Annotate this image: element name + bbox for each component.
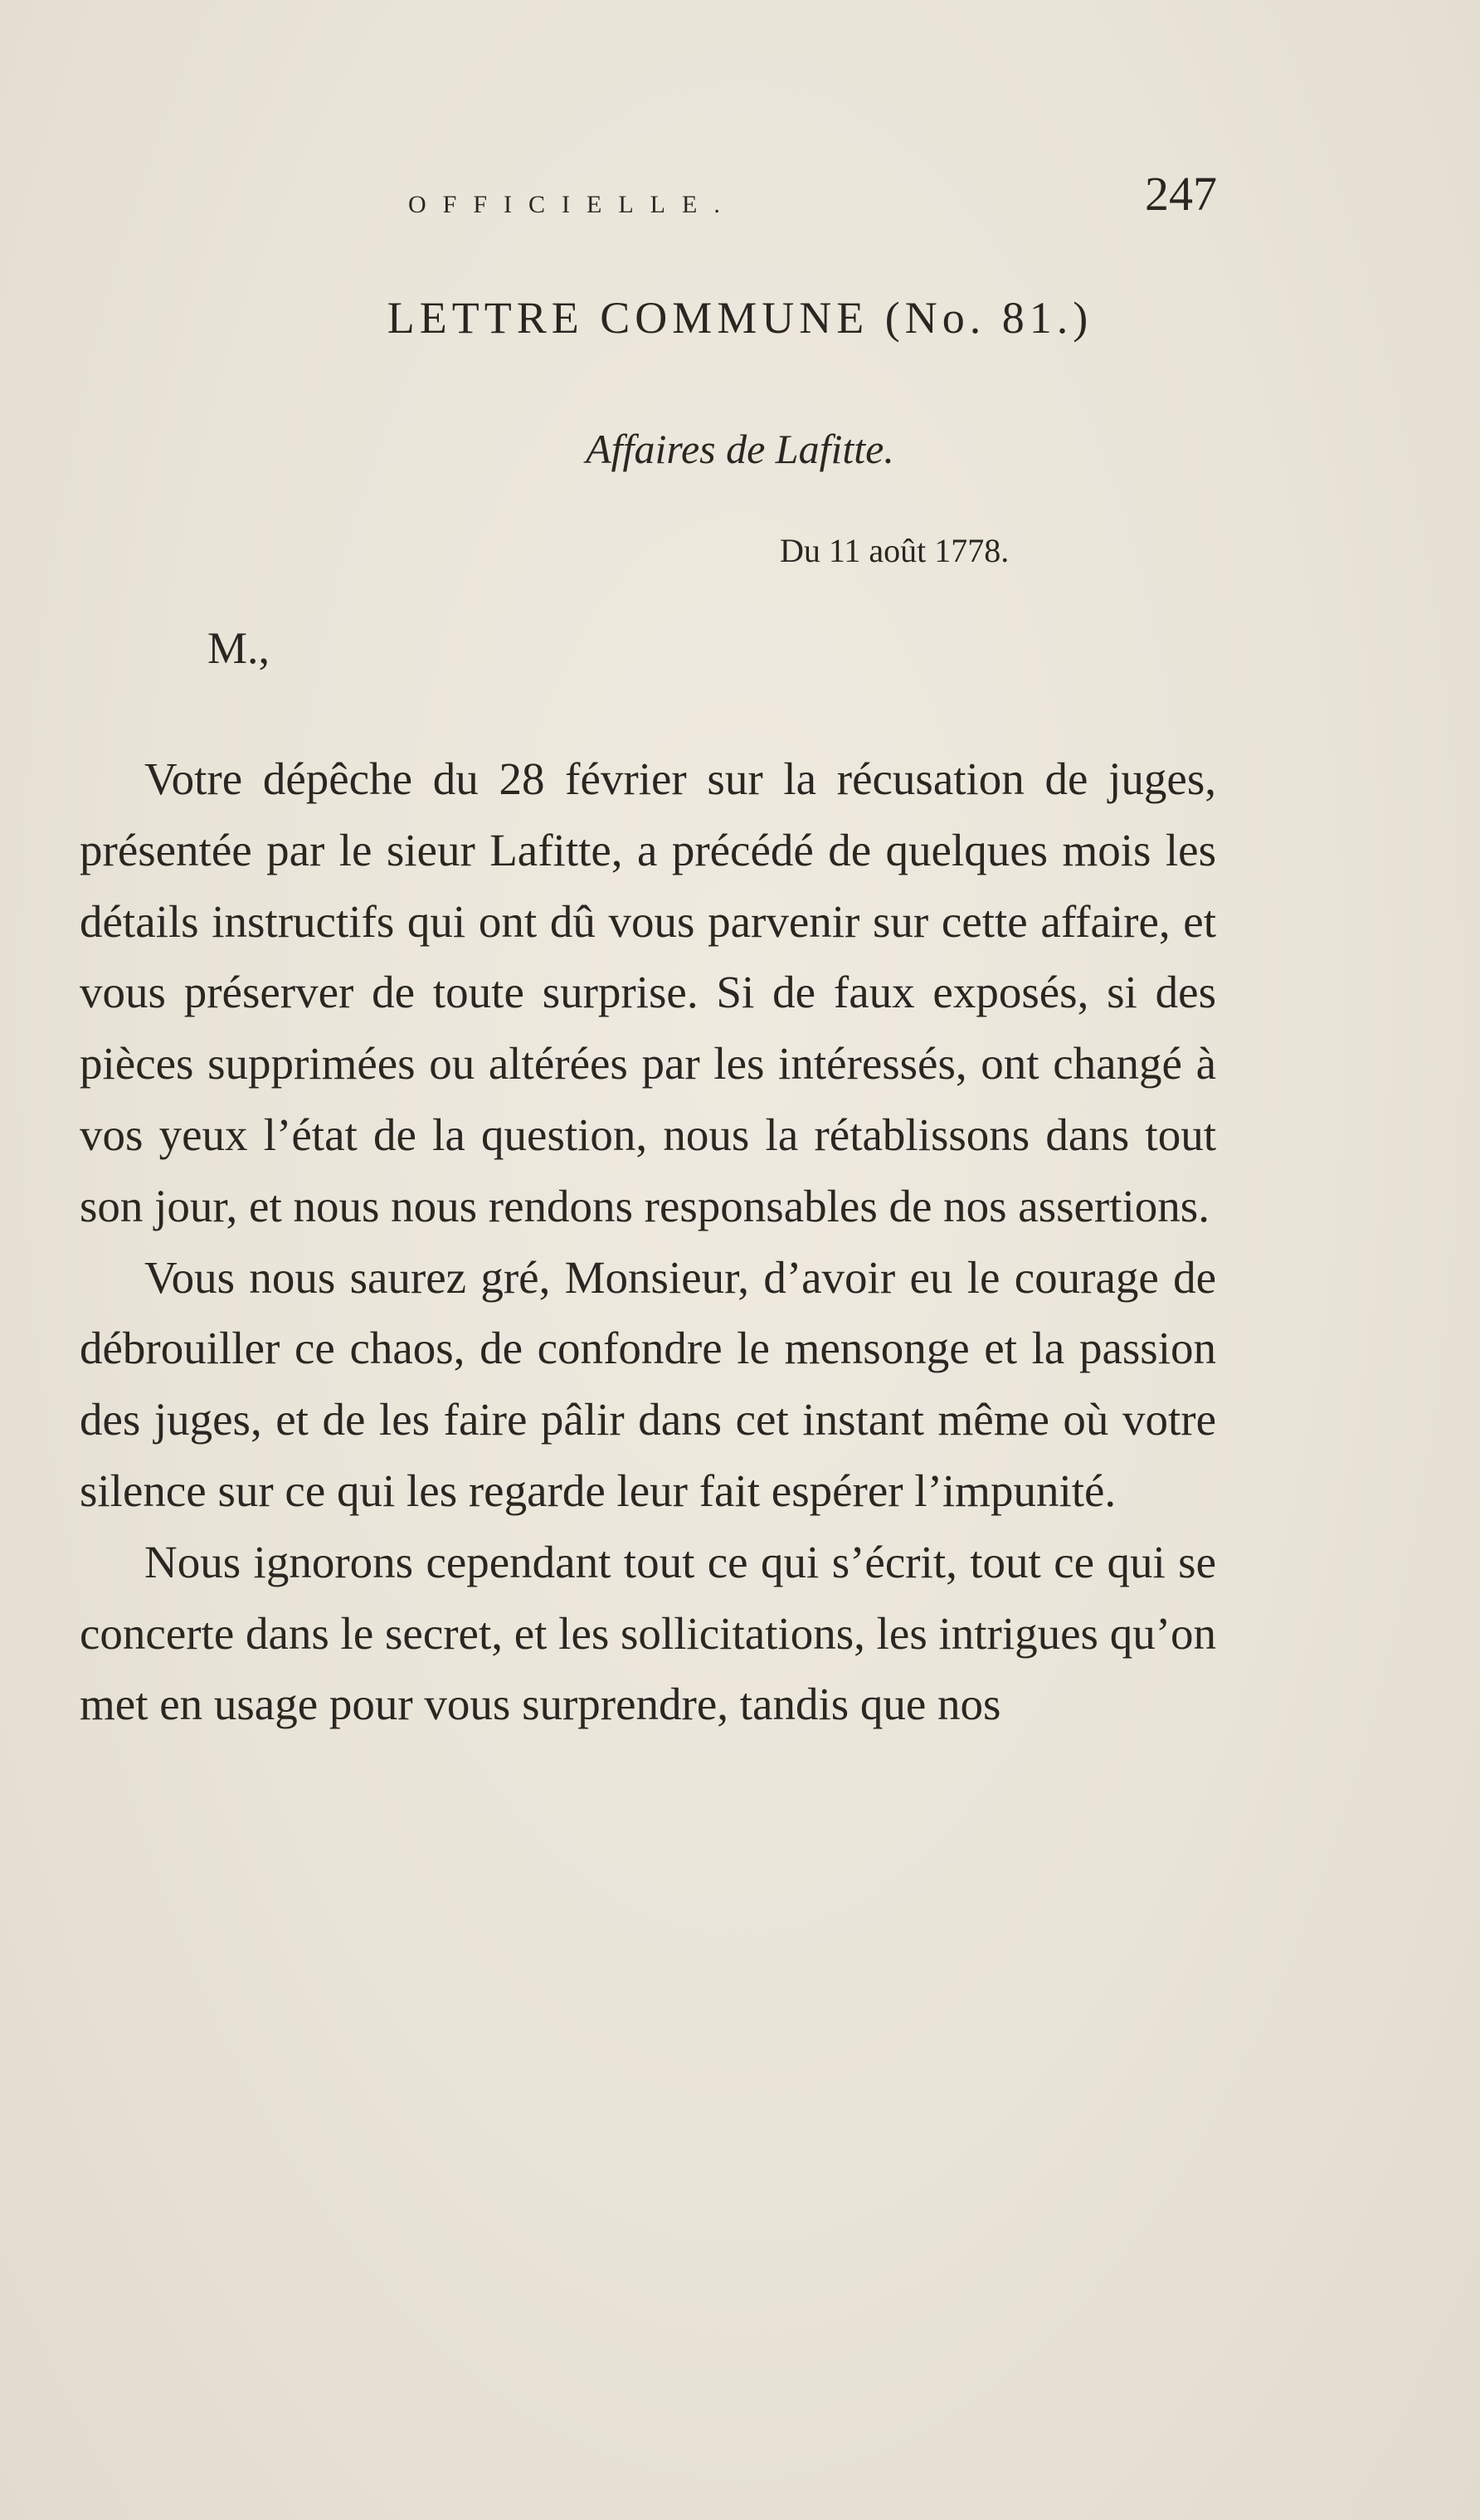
running-title: OFFICIELLE. bbox=[408, 191, 737, 218]
paragraph: Votre dépêche du 28 février sur la récusation de juges, présentée par le sieur Lafitte, a précédé de quelques mois les détails instructifs qui ont dû vous parvenir sur cette affaire, et vous préserver de toute surprise. Si de faux exposés, si des pièces supprimées ou altérées par les intéressés, ont changé à vos yeux l’état de la question, nous la rétablissons dans tout son jour, et nous nous rendons responsables de nos assertions. bbox=[80, 753, 1216, 1231]
page-header bbox=[0, 166, 1480, 232]
letter-subject: Affaires de Lafitte. bbox=[586, 426, 894, 472]
letter-body bbox=[80, 743, 1216, 1740]
paragraph: Nous ignorons cependant tout ce qui s’écrit, tout ce qui se concerte dans le secret, et les sollicitations, les intrigues qu’on met en usage pour vous surprendre, tandis que nos bbox=[80, 1536, 1217, 1730]
paragraph: Vous nous saurez gré, Monsieur, d’avoir eu le courage de débrouiller ce chaos, de confondre le mensonge et la passion des juges, et de les faire pâlir dans cet instant même où votre silence sur ce qui les regarde leur fait espérer l’impunité. bbox=[80, 1251, 1216, 1516]
salutation: M., bbox=[207, 623, 270, 673]
letter-title: LETTRE COMMUNE (No. 81.) bbox=[387, 293, 1093, 343]
letter-date: Du 11 août 1778. bbox=[780, 532, 1010, 569]
page-number: 247 bbox=[1145, 167, 1217, 221]
